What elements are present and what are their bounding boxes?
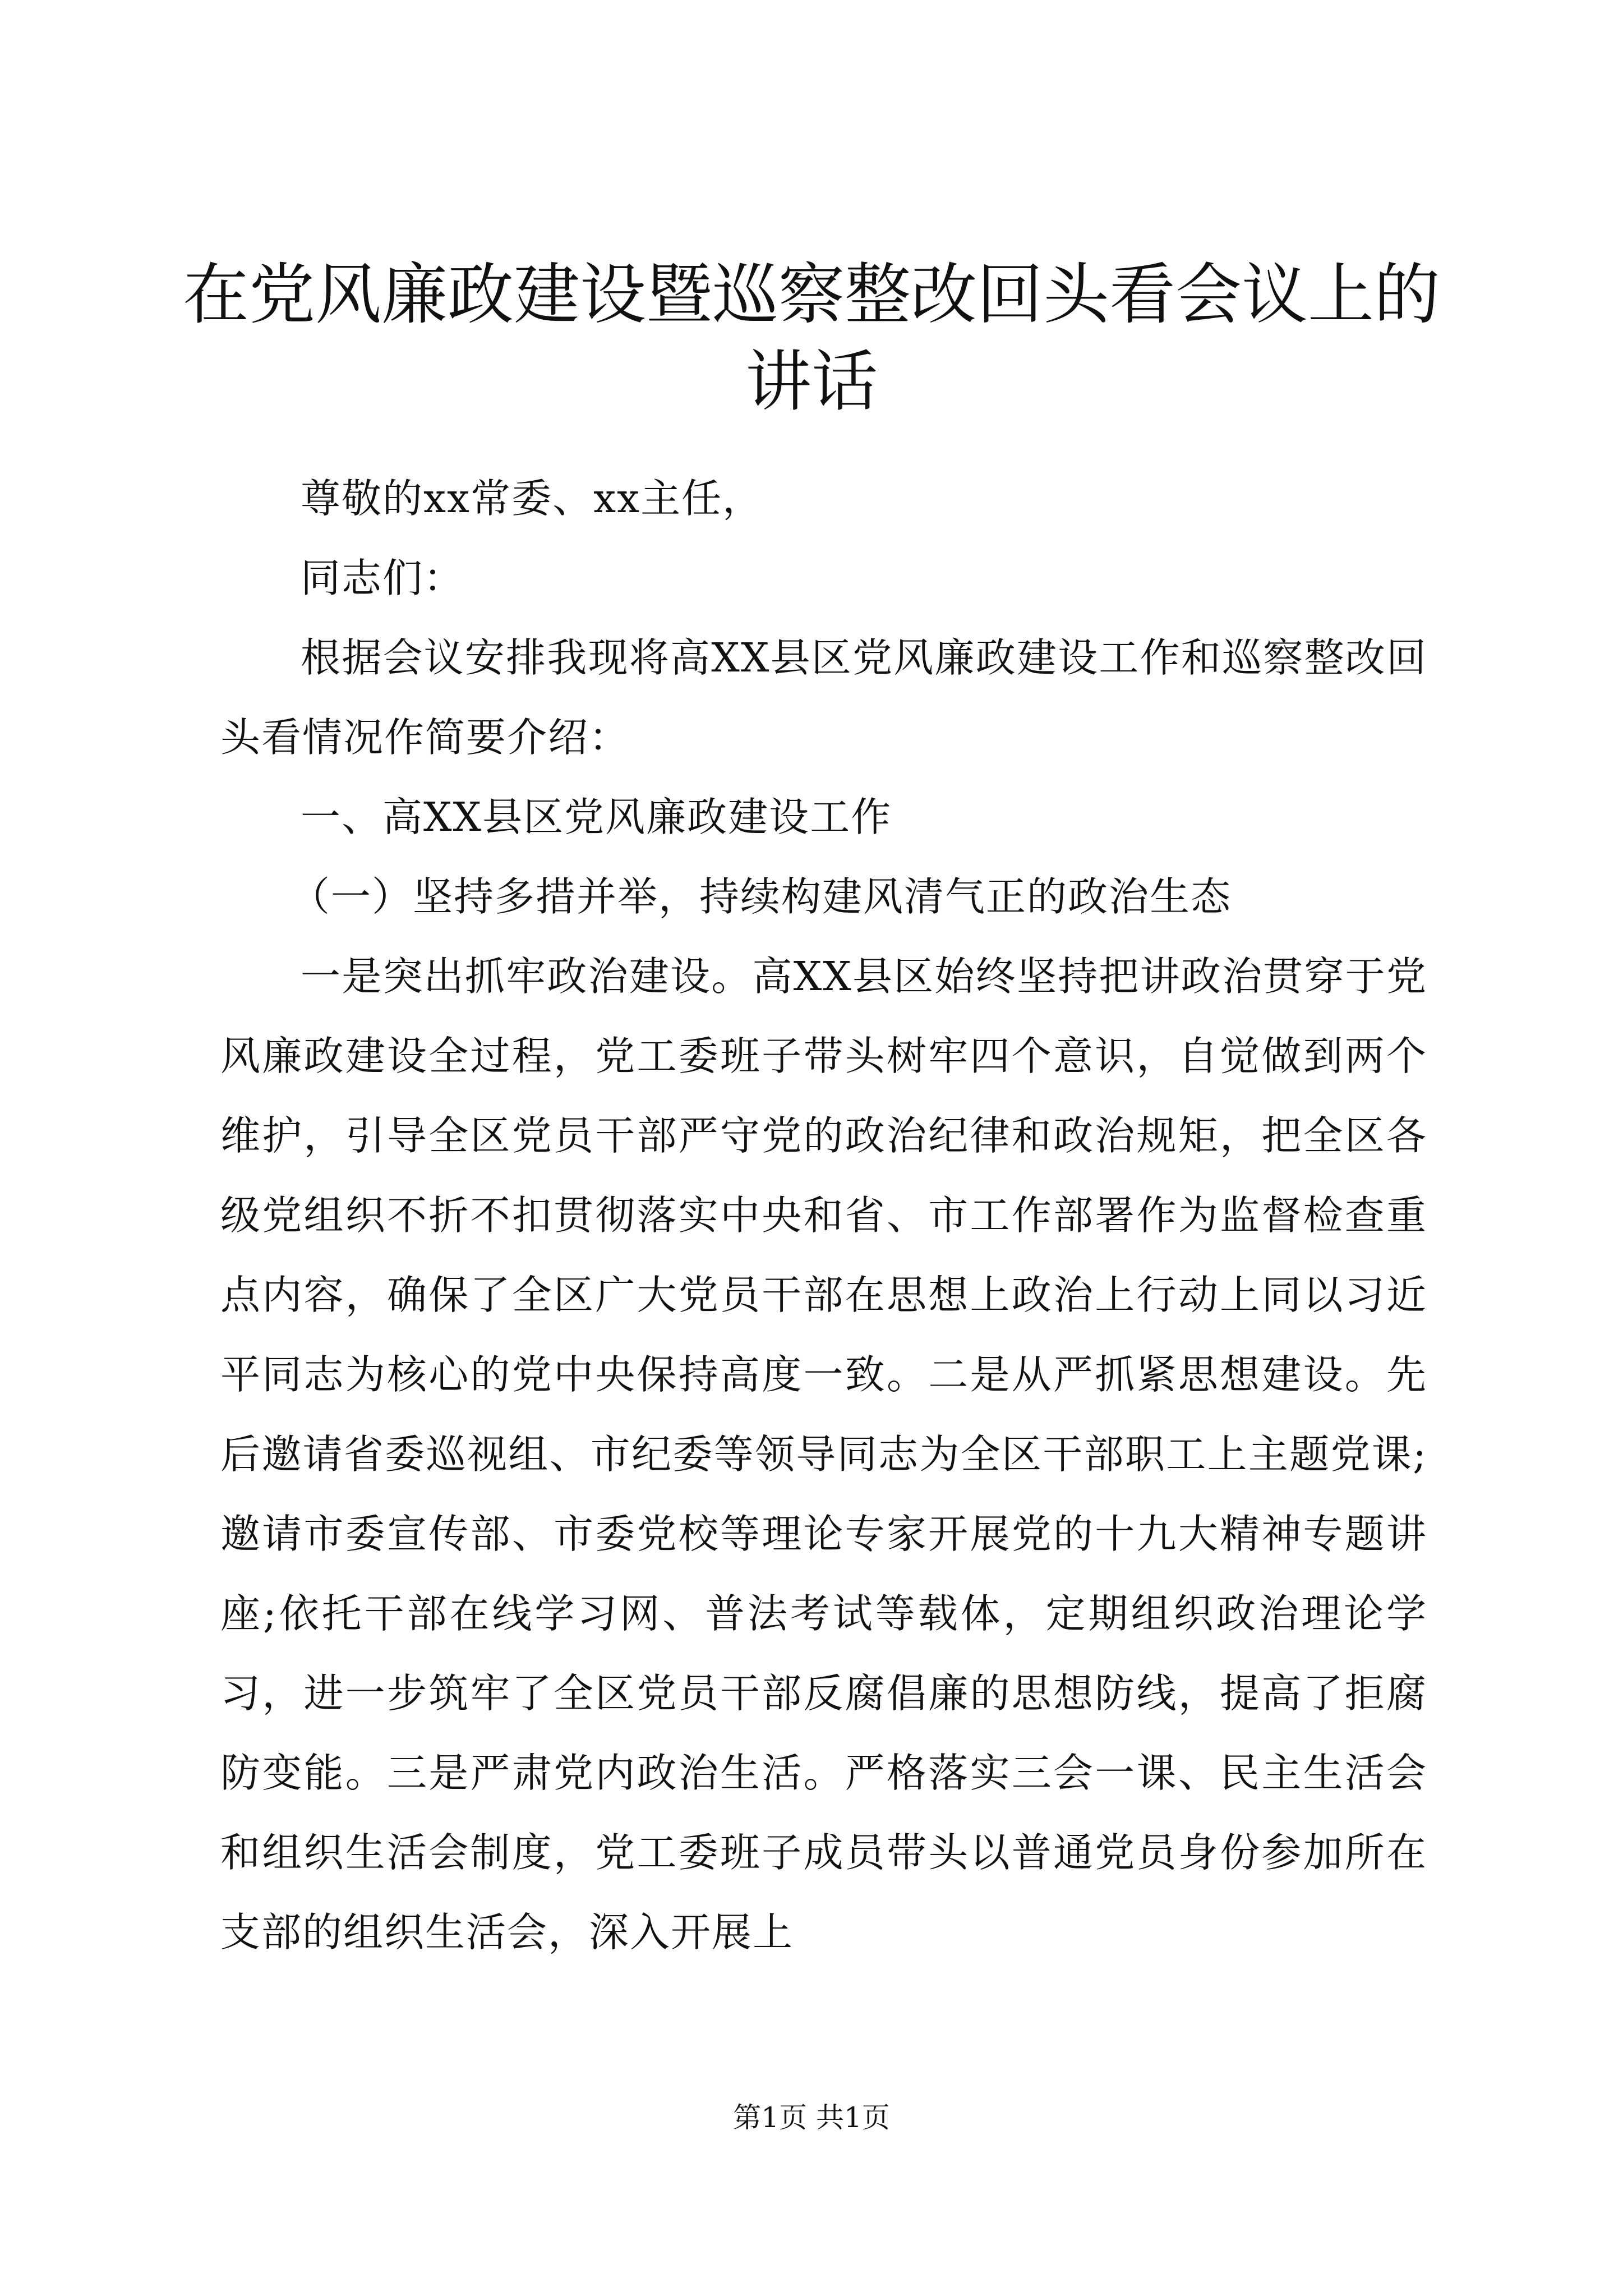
document-body bbox=[220, 459, 1427, 1972]
subsection-heading: （一）坚持多措并举，持续构建风清气正的政治生态 bbox=[290, 873, 1232, 920]
greeting-line: 同志们： bbox=[301, 555, 465, 601]
salutation-line: 尊敬的xx常委、xx主任， bbox=[301, 475, 764, 522]
body-paragraph: 一是突出抓牢政治建设。高XX县区始终坚持把讲政治贯穿于党风廉政建设全过程，党工委班子带头树牢四个意识，自觉做到两个维护，引导全区党员干部严守党的政治纪律和政治规矩，把全区各级党组织不折不扣贯彻落实中央和省、市工作部署作为监督检查重点内容，确保了全区广大党员干部在思想上政治上行动上同以习近平同志为核心的党中央保持高度一致。二是从严抓紧思想建设。先后邀请省委巡视组、市纪委等领导同志为全区干部职工上主题党课;邀请市委宣传部、市委党校等理论专家开展党的十九大精神专题讲座;依托干部在线学习网、普法考试等载体，定期组织政治理论学习，进一步筑牢了全区党员干部反腐倡廉的思想防线，提高了拒腐防变能。三是严肃党内政治生活。严格落实三会一课、民主生活会和组织生活会制度，党工委班子成员带头以普通党员身份参加所在支部的组织生活会，深入开展上 bbox=[220, 953, 1427, 1955]
intro-paragraph: 根据会议安排我现将高XX县区党风廉政建设工作和巡察整改回头看情况作简要介绍： bbox=[220, 634, 1427, 761]
page-footer: 第1页 共1页 bbox=[733, 2101, 890, 2134]
document-title: 在党风廉政建设暨巡察整改回头看会议上的讲话 bbox=[182, 256, 1440, 420]
section-heading: 一、高XX县区党风廉政建设工作 bbox=[301, 794, 892, 840]
